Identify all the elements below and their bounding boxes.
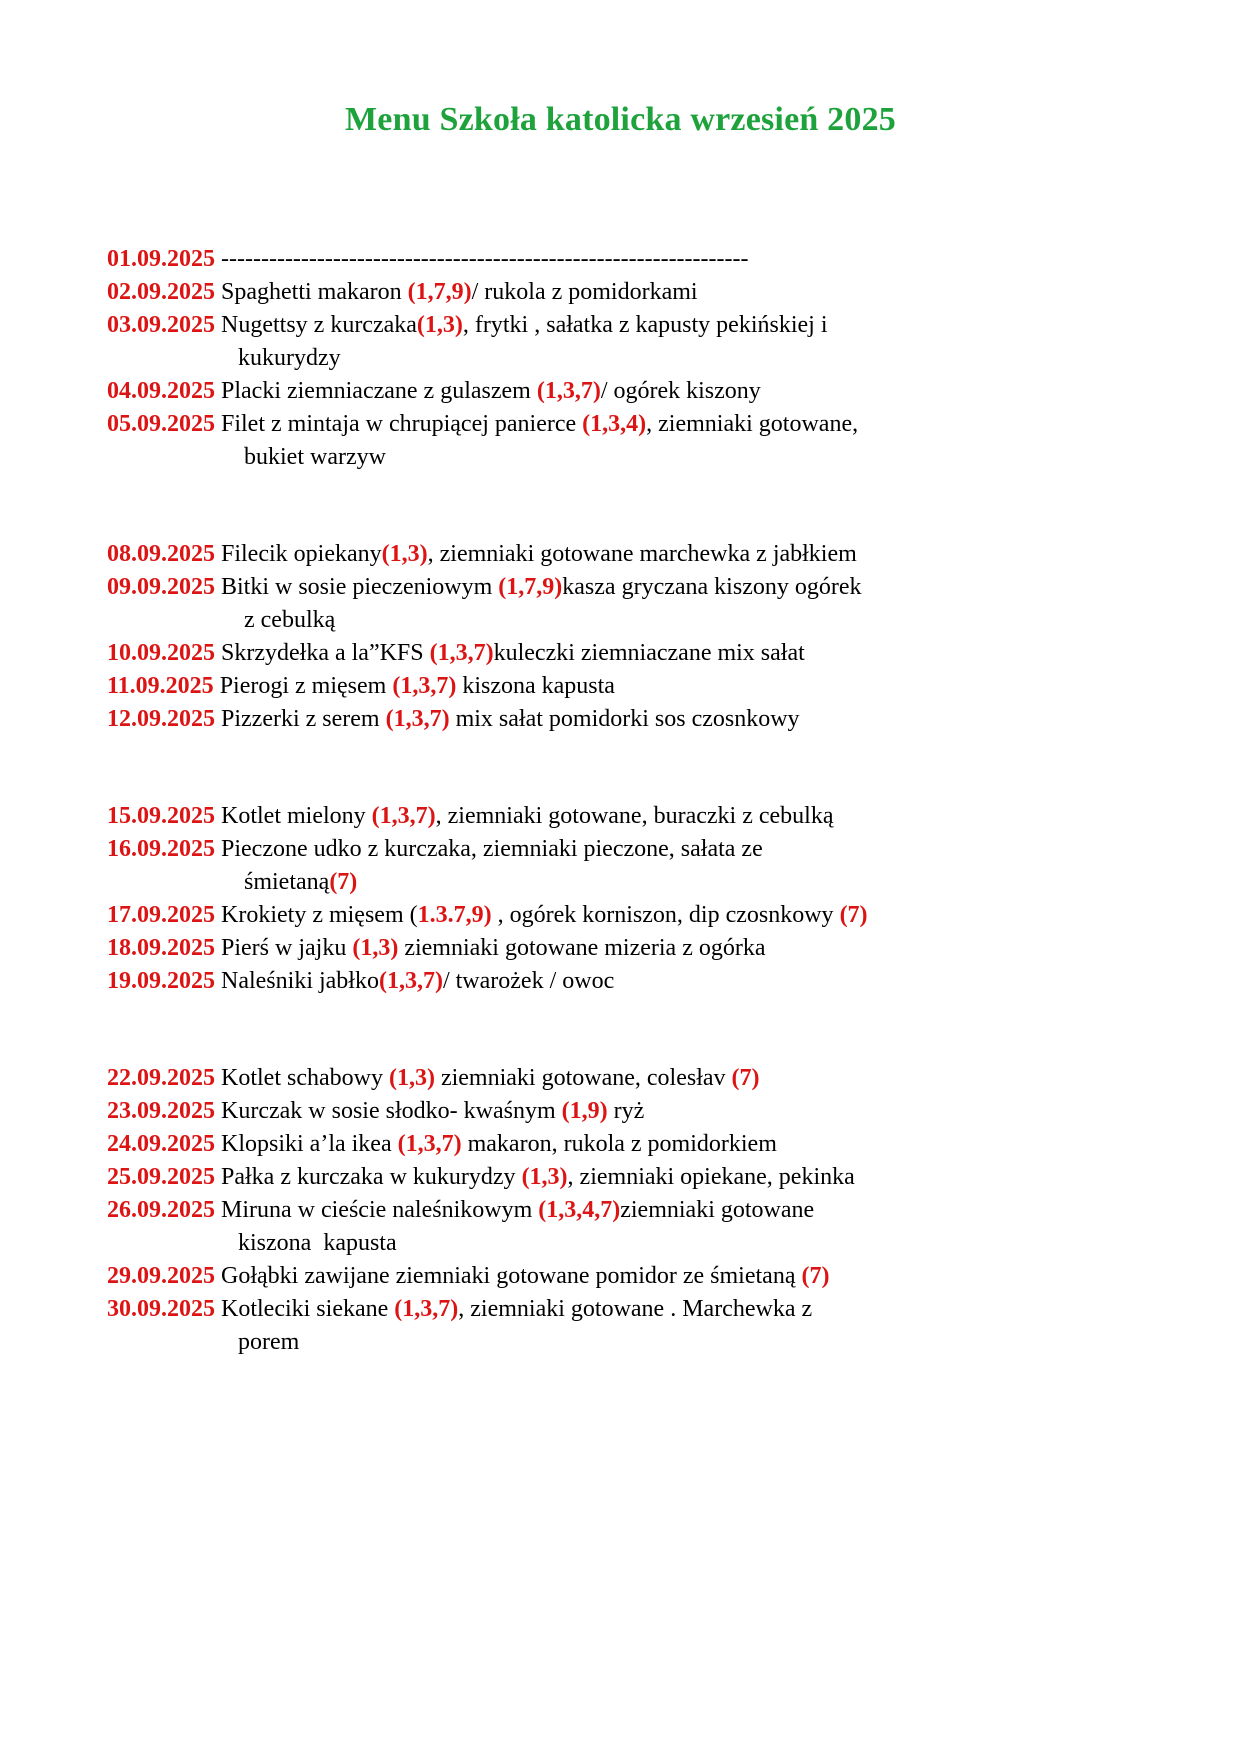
menu-entry <box>107 309 1137 375</box>
entry-date: 15.09.2025 <box>107 802 215 829</box>
entry-date: 03.09.2025 <box>107 311 215 338</box>
entry-text: bukiet warzyw <box>238 443 386 470</box>
menu-entry <box>107 670 1137 703</box>
entry-text: Kotleciki siekane <box>221 1295 395 1322</box>
menu-entry <box>107 965 1137 998</box>
entry-date: 08.09.2025 <box>107 540 215 567</box>
menu-entry <box>107 276 1137 309</box>
menu-entry <box>107 833 1137 899</box>
menu-entry <box>107 408 1137 474</box>
entry-date: 26.09.2025 <box>107 1196 215 1223</box>
entry-text: / ogórek kiszony <box>600 377 761 404</box>
allergen-code: (7) <box>329 868 358 895</box>
entry-text: , ogórek korniszon, dip czosnkowy <box>491 901 840 928</box>
menu-entry <box>107 637 1137 670</box>
entry-date: 22.09.2025 <box>107 1064 215 1091</box>
allergen-code: (1,3,7) <box>392 672 457 699</box>
entry-date: 01.09.2025 <box>107 245 215 272</box>
entry-text: Naleśniki jabłko <box>221 967 379 994</box>
entry-text: , ziemniaki opiekane, pekinka <box>567 1163 855 1190</box>
allergen-code: (1,3,7) <box>385 705 450 732</box>
entry-date: 16.09.2025 <box>107 835 215 862</box>
entry-text: , ziemniaki gotowane, buraczki z cebulką <box>435 802 834 829</box>
entry-text: Placki ziemniaczane z gulaszem <box>221 377 537 404</box>
menu-week <box>107 538 1137 736</box>
entry-text: ------------------------------------------------------------------ <box>221 245 749 272</box>
entry-text: Pierogi z mięsem <box>219 672 393 699</box>
entry-text: Kotlet mielony <box>221 802 372 829</box>
entry-text: Pizzerki z serem <box>221 705 386 732</box>
entry-text: Miruna w cieście naleśnikowym <box>221 1196 539 1223</box>
menu-entry <box>107 1128 1137 1161</box>
entry-text: z cebulką <box>238 606 336 633</box>
menu-entry <box>107 538 1137 571</box>
entry-date: 12.09.2025 <box>107 705 215 732</box>
menu-entry <box>107 1194 1137 1260</box>
entry-text: Krokiety z mięsem ( <box>221 901 418 928</box>
entry-text: Klopsiki a’la ikea <box>221 1130 398 1157</box>
menu-week <box>107 243 1137 474</box>
menu-entry <box>107 243 1137 276</box>
allergen-code: (1,3,7) <box>536 377 601 404</box>
entry-date: 04.09.2025 <box>107 377 215 404</box>
entry-date: 25.09.2025 <box>107 1163 215 1190</box>
menu-entry <box>107 1062 1137 1095</box>
allergen-code: (7) <box>839 901 868 928</box>
allergen-code: (1,3,7) <box>378 967 443 994</box>
entry-date: 24.09.2025 <box>107 1130 215 1157</box>
allergen-code: (1,3,7) <box>429 639 494 666</box>
entry-text: , frytki , sałatka z kapusty pekińskiej i <box>462 311 828 338</box>
allergen-code: (1,7,9) <box>407 278 472 305</box>
menu-entry <box>107 1260 1137 1293</box>
entry-text: ziemniaki gotowane, colesłav <box>434 1064 732 1091</box>
entry-date: 29.09.2025 <box>107 1262 215 1289</box>
entry-text: Filecik opiekany <box>221 540 382 567</box>
entry-text: / rukola z pomidorkami <box>471 278 698 305</box>
menu-entry <box>107 375 1137 408</box>
entry-text: , ziemniaki gotowane . Marchewka z <box>458 1295 813 1322</box>
entry-text: mix sałat pomidorki sos czosnkowy <box>449 705 800 732</box>
allergen-code: (1,3,7) <box>371 802 436 829</box>
allergen-code: (7) <box>731 1064 760 1091</box>
menu-entry <box>107 1161 1137 1194</box>
allergen-code: (1,3) <box>352 934 399 961</box>
menu-list <box>107 243 1137 1359</box>
allergen-code: (1,3,4) <box>582 410 647 437</box>
entry-text: , ziemniaki gotowane marchewka z jabłkiem <box>427 540 857 567</box>
entry-text: Pałka z kurczaka w kukurydzy <box>221 1163 522 1190</box>
entry-date: 09.09.2025 <box>107 573 215 600</box>
entry-text: śmietaną <box>238 868 330 895</box>
entry-text: Nugettsy z kurczaka <box>221 311 417 338</box>
entry-text: kuleczki ziemniaczane mix sałat <box>493 639 805 666</box>
entry-date: 17.09.2025 <box>107 901 215 928</box>
entry-text: Filet z mintaja w chrupiącej panierce <box>221 410 583 437</box>
entry-text: Bitki w sosie pieczeniowym <box>221 573 499 600</box>
entry-text: Kotlet schabowy <box>221 1064 389 1091</box>
entry-text: Pieczone udko z kurczaka, ziemniaki pieczone, sałata ze <box>221 835 763 862</box>
entry-text: ryż <box>607 1097 645 1124</box>
allergen-code: (1,3) <box>381 540 428 567</box>
entry-date: 10.09.2025 <box>107 639 215 666</box>
entry-text: , ziemniaki gotowane, <box>646 410 859 437</box>
entry-text: Skrzydełka a la”KFS <box>221 639 430 666</box>
allergen-code: (1,3) <box>388 1064 435 1091</box>
entry-date: 02.09.2025 <box>107 278 215 305</box>
entry-date: 19.09.2025 <box>107 967 215 994</box>
menu-week <box>107 1062 1137 1359</box>
entry-text: porem <box>238 1328 300 1355</box>
menu-entry <box>107 800 1137 833</box>
entry-text: Pierś w jajku <box>221 934 353 961</box>
entry-date: 11.09.2025 <box>107 672 214 699</box>
entry-text: Gołąbki zawijane ziemniaki gotowane pomidor ze śmietaną <box>221 1262 802 1289</box>
entry-date: 23.09.2025 <box>107 1097 215 1124</box>
allergen-code: (1,3,7) <box>397 1130 462 1157</box>
entry-text: ziemniaki gotowane mizeria z ogórka <box>398 934 766 961</box>
allergen-code: 1.3.7,9) <box>417 901 492 928</box>
allergen-code: (1,3) <box>521 1163 568 1190</box>
entry-text: kiszona kapusta <box>238 1229 397 1256</box>
menu-entry <box>107 1095 1137 1128</box>
menu-entry <box>107 571 1137 637</box>
entry-text: kasza gryczana kiszony ogórek <box>562 573 862 600</box>
allergen-code: (1,3,4,7) <box>538 1196 621 1223</box>
allergen-code: (7) <box>801 1262 830 1289</box>
allergen-code: (1,7,9) <box>498 573 563 600</box>
menu-entry <box>107 1293 1137 1359</box>
entry-text: Kurczak w sosie słodko- kwaśnym <box>221 1097 562 1124</box>
page-title: Menu Szkoła katolicka wrzesień 2025 <box>345 101 896 138</box>
entry-text: kiszona kapusta <box>456 672 615 699</box>
entry-text: Spaghetti makaron <box>221 278 408 305</box>
menu-week <box>107 800 1137 998</box>
menu-entry <box>107 703 1137 736</box>
entry-date: 18.09.2025 <box>107 934 215 961</box>
entry-text: makaron, rukola z pomidorkiem <box>461 1130 777 1157</box>
allergen-code: (1,3) <box>416 311 463 338</box>
allergen-code: (1,3,7) <box>394 1295 459 1322</box>
menu-entry <box>107 932 1137 965</box>
allergen-code: (1,9) <box>561 1097 608 1124</box>
entry-text: ziemniaki gotowane <box>620 1196 815 1223</box>
entry-date: 30.09.2025 <box>107 1295 215 1322</box>
entry-date: 05.09.2025 <box>107 410 215 437</box>
menu-entry <box>107 899 1137 932</box>
entry-text: kukurydzy <box>238 344 341 371</box>
entry-text: / twarożek / owoc <box>442 967 615 994</box>
